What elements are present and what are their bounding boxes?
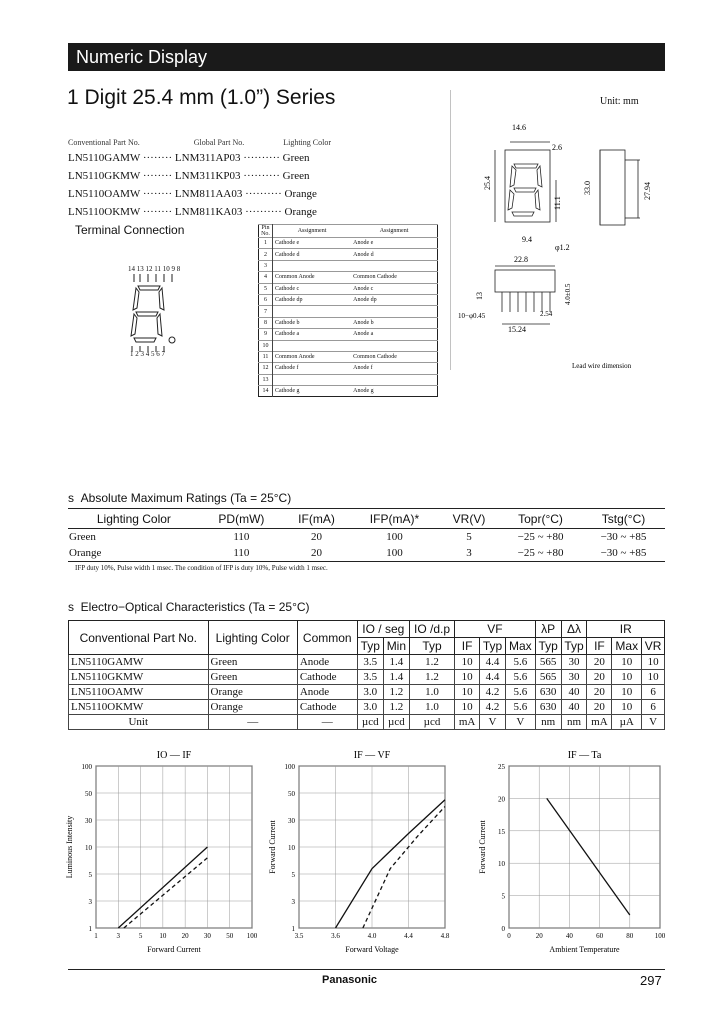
assignment-cathode: Anode g — [351, 386, 437, 397]
eoc-row — [69, 670, 665, 685]
eoc-cell: 1.0 — [409, 700, 454, 715]
plot-frame — [509, 766, 660, 928]
brand-logo: Panasonic — [322, 974, 378, 986]
x-tick-label: 4.0 — [367, 932, 377, 940]
pin-number: 13 — [259, 374, 273, 385]
y-tick-label: 50 — [85, 790, 92, 798]
series-title: 1 Digit 25.4 mm (1.0”) Series — [67, 86, 336, 109]
eoc-header: Typ — [535, 638, 561, 655]
x-axis-label: Forward Voltage — [345, 945, 399, 954]
dim-seg: 9.4 — [522, 235, 532, 244]
pins-top-label: 14 13 12 11 10 9 8 — [128, 265, 181, 273]
amr-header: Topr(°C) — [499, 509, 582, 529]
eoc-cell: 1.2 — [409, 655, 454, 670]
page-number: 297 — [640, 973, 662, 988]
y-tick-label: 1 — [291, 925, 295, 933]
dim-pitch: 27.94 — [643, 182, 652, 200]
eoc-header: Max — [505, 638, 535, 655]
terminal-row — [259, 283, 438, 294]
eoc-cell: 1.4 — [383, 670, 409, 685]
x-tick-label: 3 — [116, 932, 121, 940]
y-tick-label: 5 — [501, 892, 505, 901]
amr-row — [68, 545, 665, 562]
y-tick-label: 5 — [88, 871, 92, 879]
eoc-cell: 5.6 — [505, 700, 535, 715]
dim-offset: 2.6 — [552, 143, 562, 152]
amr-cell: −30 ~ +85 — [582, 545, 665, 562]
assignment-cathode: Anode e — [351, 238, 437, 249]
assignment-anode: Cathode e — [273, 238, 352, 249]
amr-cell: −25 ~ +80 — [499, 545, 582, 562]
eoc-header: Max — [612, 638, 642, 655]
eoc-unit-row — [69, 715, 665, 730]
part-row: LN5110GKMW ········ LNM311KP03 ·········· Green — [68, 170, 310, 182]
eoc-unit: V — [480, 715, 506, 730]
dim-lead-pitch: 2.54 — [540, 310, 553, 318]
pin-number: 1 — [259, 238, 273, 249]
x-tick-label: 30 — [203, 932, 211, 940]
eoc-unit: — — [208, 715, 297, 730]
chart-title: IO — IF — [156, 750, 192, 761]
assignment-anode: Cathode d — [273, 249, 352, 260]
assignment-anode — [273, 374, 352, 385]
y-tick-label: 30 — [85, 817, 92, 825]
series-line — [124, 858, 208, 928]
amr-cell: Green — [69, 531, 96, 543]
amr-cell: 3 — [439, 545, 499, 562]
pin-number: 10 — [259, 340, 273, 351]
assignment-cathode: Anode f — [351, 363, 437, 374]
eoc-cell: 4.2 — [480, 685, 506, 700]
eoc-cell: Cathode — [297, 670, 357, 685]
eoc-unit: nm — [561, 715, 587, 730]
x-tick-label: 100 — [654, 932, 666, 940]
eoc-cell: Anode — [297, 685, 357, 700]
eoc-cell: Orange — [208, 685, 297, 700]
eoc-header: VR — [642, 638, 665, 655]
dim-leads: 10−φ0.45 — [458, 312, 486, 320]
eoc-header: IR — [587, 621, 665, 638]
x-tick-label: 50 — [226, 932, 234, 940]
eoc-cell: 10 — [612, 655, 642, 670]
eoc-header-row-1 — [69, 621, 665, 638]
x-tick-label: 20 — [181, 932, 189, 940]
eoc-cell: Anode — [297, 655, 357, 670]
amr-cell: 20 — [310, 531, 322, 543]
eoc-header: IO / seg — [357, 621, 409, 638]
assignment-cathode — [351, 260, 437, 271]
dimension-drawing — [450, 90, 665, 380]
eoc-unit: mA — [587, 715, 612, 730]
eoc-unit: µcd — [409, 715, 454, 730]
eoc-unit: µcd — [383, 715, 409, 730]
assignment-cathode — [351, 340, 437, 351]
eoc-cell: 20 — [587, 700, 612, 715]
eoc-cell: LN5110OAMW — [69, 685, 209, 700]
amr-cell: 5 — [466, 531, 472, 543]
eoc-cell: Orange — [208, 700, 297, 715]
terminal-row — [259, 317, 438, 328]
eoc-cell: 10 — [642, 655, 665, 670]
y-tick-label: 5 — [291, 871, 295, 879]
y-tick-label: 100 — [81, 763, 92, 771]
eoc-cell: 1.2 — [383, 685, 409, 700]
amr-cell: 100 — [350, 545, 439, 562]
assignment-anode: Common Anode — [273, 272, 352, 283]
eoc-cell: Cathode — [297, 700, 357, 715]
terminal-assignment-table — [258, 224, 438, 397]
assignment-cathode: Anode b — [351, 317, 437, 328]
chart-if-vf — [265, 748, 455, 958]
assignment-cathode: Anode dp — [351, 294, 437, 305]
x-tick-label: 40 — [565, 932, 573, 940]
terminal-row — [259, 294, 438, 305]
assignment-header-b: Assignment — [351, 225, 437, 238]
part-number-list — [68, 137, 331, 221]
eoc-cell: 20 — [587, 655, 612, 670]
y-tick-label: 30 — [288, 817, 295, 825]
pin-number: 12 — [259, 363, 273, 374]
eoc-unit: µcd — [357, 715, 383, 730]
eoc-header: IF — [455, 638, 480, 655]
chart-title: IF — Ta — [567, 750, 602, 761]
assignment-anode — [273, 340, 352, 351]
eoc-cell: LN5110GAMW — [69, 655, 209, 670]
eoc-cell: 1.0 — [409, 685, 454, 700]
y-tick-label: 3 — [291, 898, 295, 906]
eoc-header: Lighting Color — [208, 621, 297, 655]
eoc-cell: 20 — [587, 670, 612, 685]
terminal-row — [259, 329, 438, 340]
y-tick-label: 1 — [88, 925, 92, 933]
electro-optical-table — [68, 620, 665, 730]
amr-cell: −25 ~ +80 — [517, 531, 564, 543]
eoc-cell: 1.2 — [383, 700, 409, 715]
dim-lead: 4.0±0.5 — [564, 283, 572, 305]
eoc-cell: 20 — [587, 685, 612, 700]
pin-number: 14 — [259, 386, 273, 397]
amr-header: PD(mW) — [200, 509, 283, 529]
assignment-cathode: Common Cathode — [351, 351, 437, 362]
pin-number: 5 — [259, 283, 273, 294]
eoc-unit: V — [642, 715, 665, 730]
eoc-cell: 565 — [535, 655, 561, 670]
eoc-cell: 5.6 — [505, 670, 535, 685]
pin-number: 4 — [259, 272, 273, 283]
eoc-cell: Green — [208, 655, 297, 670]
series-line — [547, 798, 630, 915]
y-axis-label: Luminous Intensity — [65, 815, 74, 879]
segment-diagram — [120, 272, 195, 352]
eoc-header: Min — [383, 638, 409, 655]
part-row: LN5110OKMW ········ LNM811KA03 ·········· Orange — [68, 206, 317, 218]
eoc-header: IF — [587, 638, 612, 655]
dim-body: 13 — [475, 292, 484, 300]
eoc-cell: 10 — [455, 670, 480, 685]
eoc-header: Common — [297, 621, 357, 655]
eoc-header: Typ — [561, 638, 587, 655]
amr-note: IFP duty 10%, Pulse width 1 msec. The condition of IFP is duty 10%, Pulse width 1 msec. — [75, 564, 328, 572]
eoc-cell: 4.4 — [480, 655, 506, 670]
terminal-row — [259, 260, 438, 271]
dim-dp: φ1.2 — [555, 243, 570, 252]
eoc-cell: 30 — [561, 670, 587, 685]
eoc-unit: nm — [535, 715, 561, 730]
eoc-cell: 40 — [561, 700, 587, 715]
eoc-row — [69, 685, 665, 700]
amr-cell: 110 — [233, 531, 250, 543]
eoc-row — [69, 655, 665, 670]
eoc-cell: 3.5 — [357, 655, 383, 670]
eoc-header: Conventional Part No. — [69, 621, 209, 655]
eoc-cell: 3.0 — [357, 700, 383, 715]
y-tick-label: 10 — [288, 844, 295, 852]
amr-header: IFP(mA)* — [350, 509, 439, 529]
eoc-cell: 10 — [455, 685, 480, 700]
x-tick-label: 3.5 — [294, 932, 304, 940]
assignment-cathode — [351, 306, 437, 317]
col-global: Global Part No. — [193, 138, 245, 147]
amr-cell: 20 — [283, 545, 350, 562]
lead-wire-note: Lead wire dimension — [572, 362, 632, 370]
eoc-cell: 6 — [642, 700, 665, 715]
x-tick-label: 20 — [535, 932, 543, 940]
x-tick-label: 5 — [138, 932, 143, 940]
amr-row — [68, 529, 665, 546]
eoc-title: s Electro−Optical Characteristics (Ta = 25°C) — [68, 600, 310, 614]
eoc-header: VF — [455, 621, 536, 638]
amr-cell: Orange — [68, 545, 200, 562]
amr-title: s Absolute Maximum Ratings (Ta = 25°C) — [68, 491, 292, 505]
x-tick-label: 3.6 — [331, 932, 340, 940]
dim-depth: 22.8 — [514, 255, 528, 264]
x-tick-label: 100 — [246, 932, 258, 940]
pin-number: 3 — [259, 260, 273, 271]
assignment-anode — [273, 306, 352, 317]
y-tick-label: 10 — [85, 844, 92, 852]
eoc-cell: 630 — [535, 685, 561, 700]
eoc-header: λP — [535, 621, 561, 638]
eoc-header: Typ — [409, 638, 454, 655]
y-tick-label: 15 — [498, 827, 505, 836]
eoc-cell: 10 — [612, 685, 642, 700]
eoc-cell: LN5110OKMW — [69, 700, 209, 715]
col-color: Lighting Color — [283, 138, 331, 147]
assignment-cathode: Anode d — [351, 249, 437, 260]
x-tick-label: 1 — [94, 932, 98, 940]
terminal-row — [259, 306, 438, 317]
eoc-unit: µA — [612, 715, 642, 730]
y-tick-label: 3 — [88, 898, 92, 906]
terminal-row — [259, 386, 438, 397]
dim-height: 25.4 — [483, 176, 492, 190]
assignment-anode — [273, 260, 352, 271]
amr-header: VR(V) — [439, 509, 499, 529]
col-conventional: Conventional Part No. — [68, 138, 140, 147]
assignment-anode: Cathode a — [273, 329, 352, 340]
eoc-unit: V — [505, 715, 535, 730]
x-tick-label: 10 — [159, 932, 167, 940]
assignment-anode: Cathode dp — [273, 294, 352, 305]
series-line — [336, 800, 446, 928]
dim-width: 14.6 — [512, 123, 526, 132]
eoc-cell: 5.6 — [505, 655, 535, 670]
terminal-row — [259, 272, 438, 283]
eoc-header: Δλ — [561, 621, 587, 638]
eoc-row — [69, 700, 665, 715]
eoc-header: IO /d.p — [409, 621, 454, 638]
series-line — [363, 807, 445, 929]
amr-header: Tstg(°C) — [582, 509, 665, 529]
y-tick-label: 50 — [288, 790, 295, 798]
terminal-connection-title: Terminal Connection — [75, 223, 185, 237]
y-tick-label: 25 — [498, 763, 505, 771]
part-row: LN5110OAMW ········ LNM811AA03 ·········· Orange — [68, 188, 317, 200]
amr-header: Lighting Color — [68, 509, 200, 529]
x-tick-label: 0 — [507, 932, 511, 940]
assignment-cathode: Common Cathode — [351, 272, 437, 283]
x-axis-label: Forward Current — [147, 945, 201, 954]
pins-bottom-label: 1 2 3 4 5 6 7 — [130, 350, 165, 358]
amr-cell: 100 — [386, 531, 403, 543]
assignment-anode: Cathode g — [273, 386, 352, 397]
pin-no-header: Pin No. — [259, 225, 273, 238]
assignment-anode: Cathode f — [273, 363, 352, 374]
unit-label: Unit: mm — [600, 96, 639, 107]
absolute-max-ratings-table — [68, 508, 665, 562]
pin-number: 2 — [259, 249, 273, 260]
y-tick-label: 10 — [498, 860, 505, 869]
assignment-anode: Common Anode — [273, 351, 352, 362]
pin-number: 6 — [259, 294, 273, 305]
footer-rule — [68, 969, 665, 970]
dim-total: 33.0 — [583, 181, 592, 195]
x-tick-label: 60 — [596, 932, 604, 940]
terminal-row — [259, 374, 438, 385]
assignment-anode: Cathode c — [273, 283, 352, 294]
amr-cell: −30 ~ +85 — [600, 531, 647, 543]
x-tick-label: 4.8 — [440, 932, 450, 940]
dim-row-pitch: 15.24 — [508, 325, 526, 334]
part-row: LN5110GAMW ········ LNM311AP03 ·········· Green — [68, 152, 310, 164]
pin-number: 7 — [259, 306, 273, 317]
pin-number: 11 — [259, 351, 273, 362]
y-tick-label: 0 — [501, 925, 505, 933]
eoc-cell: 5.6 — [505, 685, 535, 700]
eoc-cell: 40 — [561, 685, 587, 700]
eoc-cell: 10 — [642, 670, 665, 685]
dim-mid: 11.1 — [553, 196, 562, 210]
eoc-cell: LN5110GKMW — [69, 670, 209, 685]
y-tick-label: 20 — [498, 795, 505, 804]
x-tick-label: 80 — [626, 932, 634, 940]
y-tick-label: 100 — [284, 763, 295, 771]
terminal-row — [259, 249, 438, 260]
eoc-cell: 10 — [612, 670, 642, 685]
assignment-header-a: Assignment — [273, 225, 352, 238]
eoc-cell: 10 — [612, 700, 642, 715]
terminal-row — [259, 351, 438, 362]
y-axis-label: Forward Current — [268, 820, 277, 874]
eoc-header: Typ — [480, 638, 506, 655]
eoc-cell: 4.4 — [480, 670, 506, 685]
amr-cell: 110 — [200, 545, 283, 562]
assignment-cathode: Anode a — [351, 329, 437, 340]
eoc-header: Typ — [357, 638, 383, 655]
chart-io-if — [62, 748, 262, 958]
amr-header: IF(mA) — [283, 509, 350, 529]
eoc-cell: 3.5 — [357, 670, 383, 685]
eoc-cell: 1.4 — [383, 655, 409, 670]
part-list-header — [68, 137, 331, 149]
eoc-cell: 30 — [561, 655, 587, 670]
assignment-cathode — [351, 374, 437, 385]
x-tick-label: 4.4 — [404, 932, 413, 940]
eoc-cell: 630 — [535, 700, 561, 715]
y-axis-label: Forward Current — [478, 820, 487, 874]
pin-number: 9 — [259, 329, 273, 340]
eoc-cell: 4.2 — [480, 700, 506, 715]
terminal-row — [259, 340, 438, 351]
eoc-cell: 6 — [642, 685, 665, 700]
eoc-cell: Green — [208, 670, 297, 685]
eoc-unit: — — [297, 715, 357, 730]
chart-if-ta — [475, 748, 670, 958]
assignment-cathode: Anode c — [351, 283, 437, 294]
eoc-cell: 10 — [455, 700, 480, 715]
eoc-cell: 1.2 — [409, 670, 454, 685]
eoc-unit: Unit — [69, 715, 209, 730]
terminal-row — [259, 363, 438, 374]
eoc-unit: mA — [455, 715, 480, 730]
eoc-cell: 565 — [535, 670, 561, 685]
x-axis-label: Ambient Temperature — [549, 945, 620, 954]
amr-header-row — [68, 509, 665, 529]
section-banner: Numeric Display — [68, 43, 665, 71]
chart-title: IF — VF — [353, 750, 391, 761]
eoc-cell: 10 — [455, 655, 480, 670]
pin-number: 8 — [259, 317, 273, 328]
assignment-anode: Cathode b — [273, 317, 352, 328]
terminal-row — [259, 238, 438, 249]
eoc-cell: 3.0 — [357, 685, 383, 700]
